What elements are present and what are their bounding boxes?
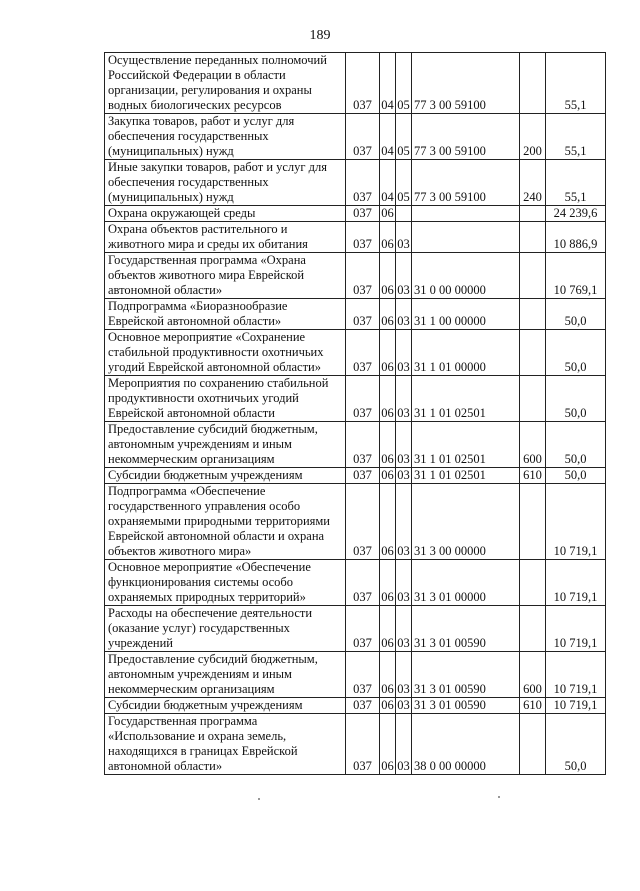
row-pr: 03 [396,484,412,560]
row-cs: 31 0 00 00000 [412,253,520,299]
row-cs: 77 3 00 59100 [412,53,520,114]
row-rz: 04 [380,53,396,114]
page-number: 189 [309,28,331,43]
row-gr: 037 [346,114,380,160]
table-row [105,253,606,299]
row-name: Основное мероприятие «Обеспечение функционирования системы особо охраняемых природных территорий» [105,560,346,606]
row-rz: 06 [381,698,394,712]
table-row [105,206,606,222]
row-rz: 06 [380,330,396,376]
row-name: Закупка товаров, работ и услуг для обеспечения государственных (муниципальных) нужд [105,114,346,160]
row-rz: 04 [380,160,396,206]
row-cs: 38 0 00 00000 [412,714,520,775]
row-rz: 06 [380,253,396,299]
row-cs: 31 3 01 00590 [412,606,520,652]
row-gr: 037 [346,299,380,330]
row-sum: 10 769,1 [546,253,606,299]
row-name: Государственная программа «Охрана объектов животного мира Еврейской автономной области» [105,253,346,299]
row-gr: 037 [346,206,380,222]
table-row [105,606,606,652]
row-name: Иные закупки товаров, работ и услуг для обеспечения государственных (муниципальных) нужд [105,160,346,206]
row-cs: 31 1 01 02501 [412,376,520,422]
row-sum: 10 719,1 [546,560,606,606]
table-row [105,714,606,775]
row-pr: 03 [397,468,410,482]
table-row [105,422,606,468]
row-pr: 05 [396,160,412,206]
row-cs [412,222,520,253]
row-vr: 610 [520,468,546,484]
row-sum: 50,0 [546,714,606,775]
row-name: Основное мероприятие «Сохранение стабильной продуктивности охотничьих угодий Еврейской автономной области» [105,330,346,376]
row-gr: 037 [346,422,380,468]
row-pr: 03 [396,560,412,606]
table-row [105,299,606,330]
row-gr: 037 [346,253,380,299]
row-cs: 77 3 00 59100 [412,114,520,160]
row-gr: 037 [346,160,380,206]
row-cs: 31 3 00 00000 [412,484,520,560]
row-vr [520,560,546,606]
scan-speck [258,798,260,800]
row-gr: 037 [346,652,380,698]
row-sum: 50,0 [546,376,606,422]
row-cs: 77 3 00 59100 [412,160,520,206]
row-sum: 50,0 [546,330,606,376]
row-vr [520,376,546,422]
row-name: Охрана окружающей среды [105,206,346,222]
row-gr: 037 [346,560,380,606]
table-row [105,652,606,698]
row-rz: 06 [381,206,394,220]
row-sum: 50,0 [546,299,606,330]
row-pr: 03 [396,714,412,775]
row-pr: 03 [396,222,412,253]
table-row [105,698,606,714]
table-row [105,160,606,206]
row-pr: 03 [396,376,412,422]
row-pr: 03 [396,330,412,376]
row-sum: 55,1 [546,160,606,206]
row-sum: 55,1 [546,114,606,160]
row-name: Охрана объектов растительного и животного мира и среды их обитания [105,222,346,253]
row-name: Расходы на обеспечение деятельности (оказание услуг) государственных учреждений [105,606,346,652]
row-pr: 05 [396,53,412,114]
row-rz: 06 [380,299,396,330]
row-gr: 037 [346,222,380,253]
budget-table [104,52,606,775]
row-vr [520,53,546,114]
table-row [105,560,606,606]
table-row [105,330,606,376]
table-row [105,376,606,422]
row-cs [412,206,520,222]
row-pr: 03 [397,698,410,712]
row-vr [520,330,546,376]
row-rz: 06 [380,376,396,422]
row-sum: 10 886,9 [546,222,606,253]
row-sum: 10 719,1 [546,652,606,698]
row-gr: 037 [346,468,380,484]
row-sum: 24 239,6 [546,206,606,222]
row-cs: 31 3 01 00000 [412,560,520,606]
row-gr: 037 [346,606,380,652]
row-pr: 05 [396,114,412,160]
row-cs: 31 1 00 00000 [412,299,520,330]
row-name: Предоставление субсидий бюджетным, автономным учреждениям и иным некоммерческим организациям [105,652,346,698]
row-rz: 06 [380,652,396,698]
row-sum: 10 719,1 [546,606,606,652]
table-row [105,114,606,160]
row-pr: 03 [396,652,412,698]
row-name: Мероприятия по сохранению стабильной продуктивности охотничьих угодий Еврейской автономной области [105,376,346,422]
row-name: Субсидии бюджетным учреждениям [105,468,346,484]
row-vr [520,299,546,330]
row-cs: 31 3 01 00590 [412,652,520,698]
row-rz: 06 [380,422,396,468]
row-vr [520,222,546,253]
row-pr: 03 [396,422,412,468]
row-pr: 03 [396,299,412,330]
row-sum: 50,0 [546,422,606,468]
row-pr: 03 [396,606,412,652]
row-sum: 10 719,1 [546,484,606,560]
row-vr: 240 [520,160,546,206]
table-row [105,222,606,253]
row-gr: 037 [346,698,380,714]
table-row [105,53,606,114]
row-vr [520,484,546,560]
row-rz: 06 [380,484,396,560]
row-rz: 04 [380,114,396,160]
row-vr: 600 [520,422,546,468]
row-name: Подпрограмма «Биоразнообразие Еврейской автономной области» [105,299,346,330]
row-vr: 600 [520,652,546,698]
row-rz: 06 [380,222,396,253]
scan-speck [498,796,500,798]
row-vr: 200 [520,114,546,160]
row-gr: 037 [346,53,380,114]
row-cs: 31 3 01 00590 [412,698,520,714]
row-gr: 037 [346,484,380,560]
row-vr [520,714,546,775]
row-pr [396,206,412,222]
row-cs: 31 1 01 02501 [412,422,520,468]
row-name: Подпрограмма «Обеспечение государственного управления особо охраняемыми природными территориями Еврейской автономной области и охрана объектов животного мира» [105,484,346,560]
row-vr [520,206,546,222]
row-pr: 03 [396,253,412,299]
row-cs: 31 1 01 00000 [412,330,520,376]
row-cs: 31 1 01 02501 [412,468,520,484]
row-vr [520,253,546,299]
row-sum: 50,0 [546,468,606,484]
row-name: Субсидии бюджетным учреждениям [105,698,346,714]
row-name: Государственная программа «Использование и охрана земель, находящихся в границах Еврейской автономной области» [105,714,346,775]
row-gr: 037 [346,330,380,376]
row-rz: 06 [380,714,396,775]
table-row [105,484,606,560]
row-name: Осуществление переданных полномочий Российской Федерации в области организации, регулирования и охраны водных биологических ресурсов [105,53,346,114]
row-name: Предоставление субсидий бюджетным, автономным учреждениям и иным некоммерческим организациям [105,422,346,468]
row-sum: 10 719,1 [546,698,606,714]
row-gr: 037 [346,714,380,775]
row-vr: 610 [520,698,546,714]
row-rz: 06 [380,606,396,652]
row-vr [520,606,546,652]
table-row [105,468,606,484]
row-sum: 55,1 [546,53,606,114]
row-gr: 037 [346,376,380,422]
row-rz: 06 [381,468,394,482]
row-rz: 06 [380,560,396,606]
